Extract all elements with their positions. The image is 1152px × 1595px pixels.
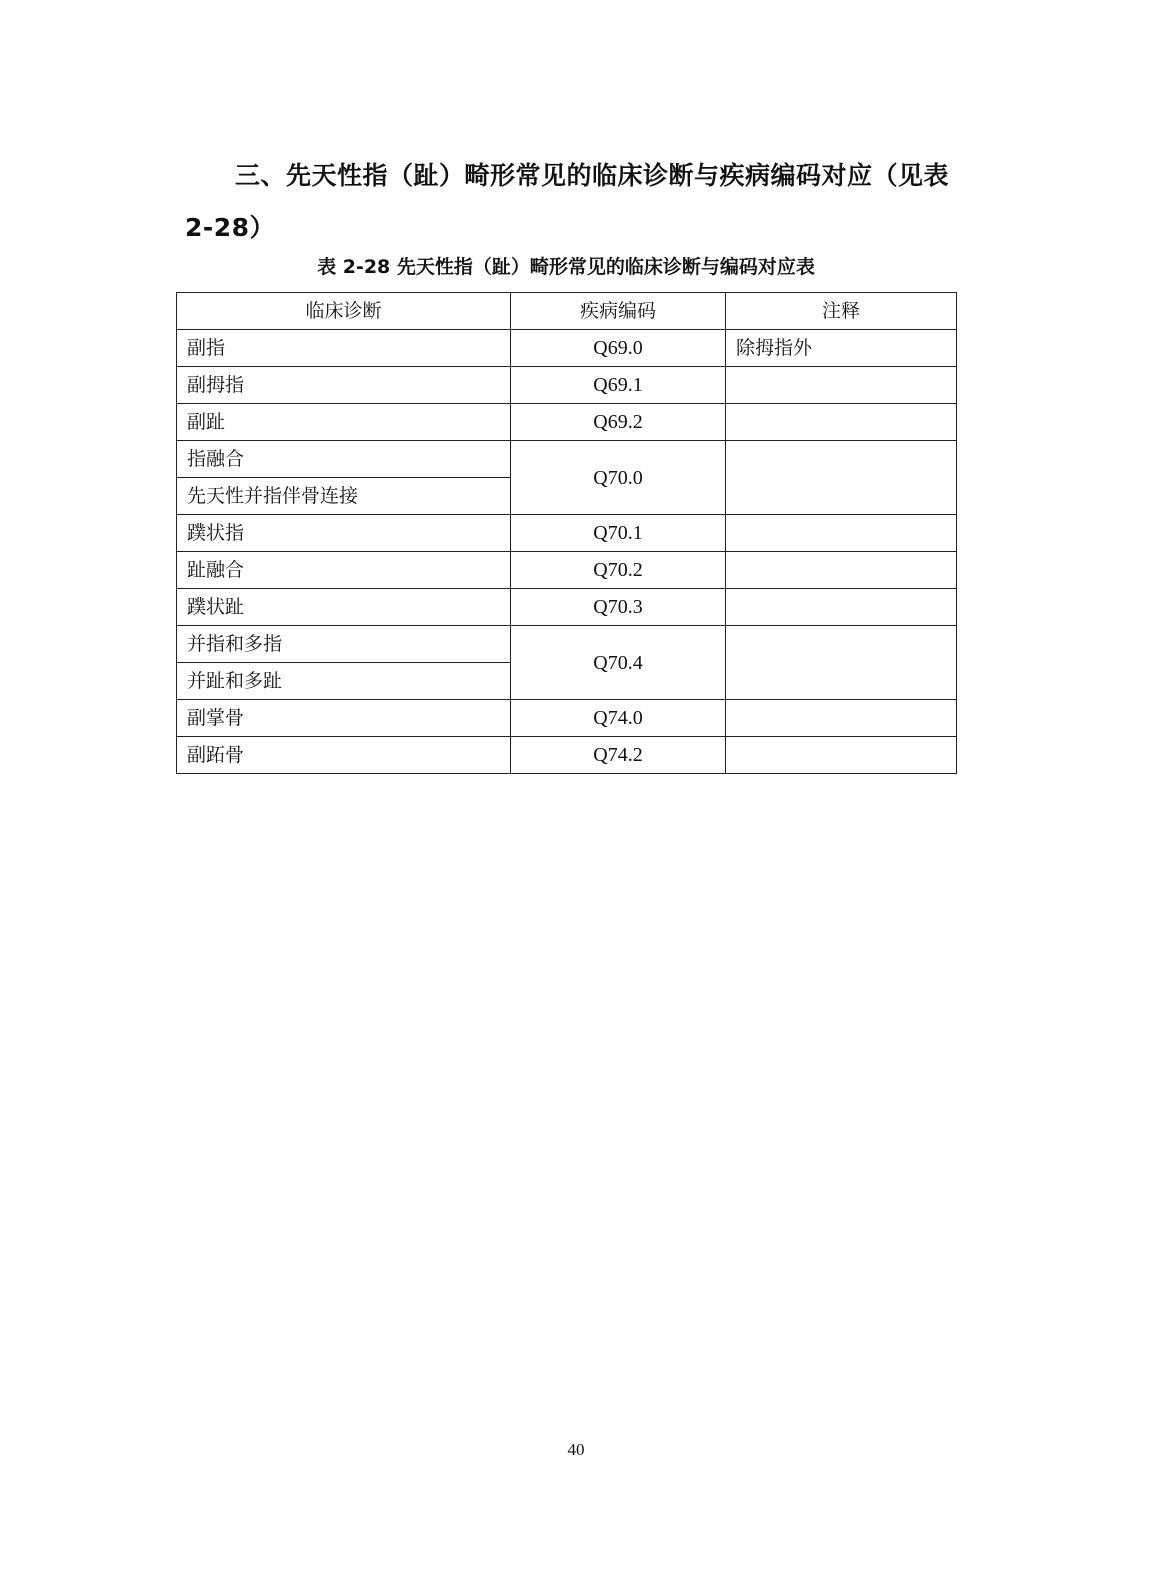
code-cell: Q74.2 [511, 737, 726, 774]
code-cell: Q70.4 [511, 626, 726, 700]
code-cell: Q70.2 [511, 552, 726, 589]
page-number: 40 [567, 1440, 585, 1459]
diagnosis-cell: 趾融合 [177, 552, 511, 589]
diagnosis-cell: 副拇指 [177, 367, 511, 404]
table-row [177, 515, 957, 552]
table-row [177, 404, 957, 441]
table-caption: 表 2-28 先天性指（趾）畸形常见的临床诊断与编码对应表 [317, 256, 815, 278]
note-cell [726, 404, 957, 441]
diagnosis-cell: 指融合 [177, 441, 511, 478]
code-cell: Q70.1 [511, 515, 726, 552]
diagnosis-cell: 蹼状趾 [177, 589, 511, 626]
note-cell [726, 700, 957, 737]
note-cell [726, 367, 957, 404]
code-cell: Q69.2 [511, 404, 726, 441]
code-cell: Q70.3 [511, 589, 726, 626]
table-row [177, 700, 957, 737]
note-cell [726, 589, 957, 626]
note-cell [726, 441, 957, 515]
table-row [177, 330, 957, 367]
table-header-row [177, 293, 957, 330]
diagnosis-cell: 副跖骨 [177, 737, 511, 774]
note-cell: 除拇指外 [726, 330, 957, 367]
diagnosis-cell: 副趾 [177, 404, 511, 441]
table-row [177, 626, 957, 663]
diagnosis-cell: 副掌骨 [177, 700, 511, 737]
table-row [177, 441, 957, 478]
diagnosis-cell: 并趾和多趾 [177, 663, 511, 700]
table-row [177, 737, 957, 774]
header-clinical-diagnosis: 临床诊断 [177, 293, 511, 330]
section-heading: 三、先天性指（趾）畸形常见的临床诊断与疾病编码对应（见表2-28） [185, 161, 950, 242]
table-row [177, 589, 957, 626]
code-cell: Q70.0 [511, 441, 726, 515]
code-cell: Q69.0 [511, 330, 726, 367]
diagnosis-cell: 并指和多指 [177, 626, 511, 663]
diagnosis-cell: 副指 [177, 330, 511, 367]
note-cell [726, 626, 957, 700]
diagnosis-cell: 蹼状指 [177, 515, 511, 552]
header-note: 注释 [726, 293, 957, 330]
code-cell: Q74.0 [511, 700, 726, 737]
table-row [177, 367, 957, 404]
note-cell [726, 552, 957, 589]
note-cell [726, 515, 957, 552]
diagnosis-cell: 先天性并指伴骨连接 [177, 478, 511, 515]
table-row [177, 552, 957, 589]
header-disease-code: 疾病编码 [511, 293, 726, 330]
table-body [177, 330, 957, 774]
note-cell [726, 737, 957, 774]
diagnosis-code-table [176, 292, 957, 774]
code-cell: Q69.1 [511, 367, 726, 404]
